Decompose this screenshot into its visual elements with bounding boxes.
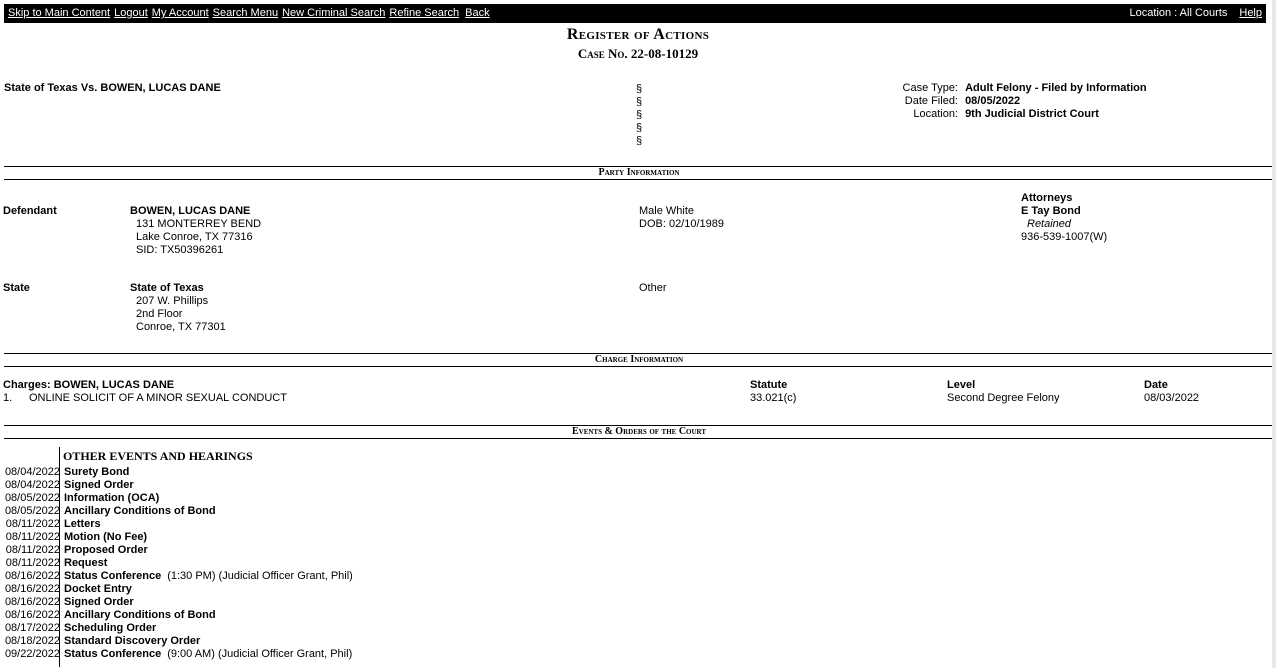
event-row: [3, 570, 353, 583]
event-name[interactable]: Request: [64, 557, 108, 569]
attorney-type: Retained: [1027, 218, 1072, 230]
event-details: (9:00 AM) (Judicial Officer Grant, Phil): [167, 648, 353, 660]
event-date: 08/11/2022: [5, 557, 60, 569]
statute-header: Statute: [750, 379, 788, 391]
attorney-block: [1021, 192, 1107, 244]
attorney-phone: 936-539-1007(W): [1021, 231, 1108, 243]
new-criminal-search-link[interactable]: New Criminal Search: [282, 7, 386, 19]
event-row: [3, 505, 216, 518]
event-row: [3, 557, 107, 570]
section-mark: §: [636, 135, 643, 147]
defendant-sid: SID: TX50396261: [136, 244, 224, 256]
event-name[interactable]: Ancillary Conditions of Bond: [64, 609, 216, 621]
defendant-role: Defendant: [3, 205, 57, 217]
section-mark: §: [636, 83, 643, 95]
event-date: 08/16/2022: [4, 596, 60, 608]
search-menu-link[interactable]: Search Menu: [212, 7, 279, 19]
event-name[interactable]: Information (OCA): [64, 492, 160, 504]
event-date: 08/11/2022: [5, 518, 60, 530]
event-date: 08/04/2022: [4, 466, 60, 478]
location-label: Location:: [913, 108, 958, 120]
state-address-1: 207 W. Phillips: [136, 295, 209, 307]
back-link[interactable]: Back: [465, 7, 490, 19]
page-title: Register of Actions: [566, 26, 710, 43]
event-name[interactable]: Motion (No Fee): [64, 531, 148, 543]
case-style: State of Texas Vs. BOWEN, LUCAS DANE: [4, 82, 221, 94]
level-header: Level: [947, 379, 976, 391]
case-type-value: Adult Felony - Filed by Information: [965, 82, 1147, 94]
charge-description: ONLINE SOLICIT OF A MINOR SEXUAL CONDUCT: [29, 392, 287, 404]
nav-links: [8, 7, 494, 19]
state-name: State of Texas: [130, 282, 204, 294]
top-nav-bar: [4, 4, 1266, 23]
event-date: 09/22/2022: [4, 648, 60, 660]
skip-to-main-link[interactable]: Skip to Main Content: [8, 7, 111, 19]
event-row: [3, 544, 148, 557]
event-row: [3, 479, 134, 492]
location-value: 9th Judicial District Court: [965, 108, 1099, 120]
event-name[interactable]: Surety Bond: [64, 466, 130, 478]
event-name[interactable]: Proposed Order: [64, 544, 148, 556]
event-name[interactable]: Signed Order: [64, 479, 134, 491]
date-header: Date: [1144, 379, 1168, 391]
defendant-demographics: [639, 205, 724, 231]
state-block: [130, 282, 226, 334]
location-label: Location : All Courts: [1129, 7, 1228, 19]
event-row: [3, 583, 132, 596]
refine-search-link[interactable]: Refine Search: [389, 7, 460, 19]
party-information-header: Party Information: [4, 166, 1274, 180]
event-date: 08/05/2022: [4, 505, 60, 517]
event-name[interactable]: Ancillary Conditions of Bond: [64, 505, 216, 517]
charges-header: Charges: BOWEN, LUCAS DANE: [3, 379, 175, 391]
charge-date: 08/03/2022: [1144, 392, 1200, 404]
event-date: 08/11/2022: [5, 531, 60, 543]
help-link[interactable]: Help: [1239, 7, 1262, 19]
defendant-block: [130, 205, 261, 257]
case-details: [838, 82, 1147, 121]
event-name[interactable]: Letters: [64, 518, 101, 530]
state-address-2: 2nd Floor: [136, 308, 183, 320]
event-row: [3, 622, 156, 635]
event-row: [3, 466, 129, 479]
other-events-header: OTHER EVENTS AND HEARINGS: [63, 449, 253, 463]
event-date: 08/04/2022: [4, 479, 60, 491]
logout-link[interactable]: Logout: [114, 7, 148, 19]
event-row: [3, 609, 216, 622]
date-filed-value: 08/05/2022: [965, 95, 1021, 107]
defendant-dob: DOB: 02/10/1989: [639, 218, 725, 230]
event-name[interactable]: Standard Discovery Order: [64, 635, 201, 647]
event-name[interactable]: Scheduling Order: [64, 622, 157, 634]
event-row: [3, 492, 159, 505]
defendant-address-2: Lake Conroe, TX 77316: [136, 231, 253, 243]
state-role: State: [3, 282, 30, 294]
state-other: Other: [639, 282, 667, 294]
event-row: [3, 635, 200, 648]
charge-information-header: Charge Information: [4, 353, 1274, 367]
nav-right: [1130, 7, 1262, 19]
defendant-address-1: 131 MONTERREY BEND: [136, 218, 262, 230]
case-type-label: Case Type:: [902, 82, 958, 94]
attorney-name: E Tay Bond: [1021, 205, 1081, 217]
my-account-link[interactable]: My Account: [151, 7, 209, 19]
charge-number: 1.: [3, 392, 13, 404]
event-name[interactable]: Docket Entry: [64, 583, 132, 595]
charge-statute: 33.021(c): [750, 392, 797, 404]
event-date: 08/17/2022: [4, 622, 60, 634]
event-row: [3, 648, 352, 661]
event-row: [3, 518, 101, 531]
event-row: [3, 531, 147, 544]
event-name[interactable]: Status Conference: [64, 570, 162, 582]
events-orders-header: Events & Orders of the Court: [4, 425, 1274, 439]
event-name[interactable]: Status Conference: [64, 648, 162, 660]
event-date: 08/11/2022: [5, 544, 60, 556]
event-date: 08/16/2022: [4, 570, 60, 582]
event-date: 08/16/2022: [4, 609, 60, 621]
event-details: (1:30 PM) (Judicial Officer Grant, Phil): [167, 570, 353, 582]
defendant-gender-race: Male White: [639, 205, 695, 217]
scrollbar[interactable]: [1272, 0, 1276, 668]
section-marks: [636, 83, 642, 148]
defendant-name: BOWEN, LUCAS DANE: [130, 205, 251, 217]
attorneys-header: Attorneys: [1021, 192, 1073, 204]
case-number: Case No. 22-08-10129: [577, 46, 699, 61]
event-date: 08/16/2022: [4, 583, 60, 595]
section-mark: §: [636, 122, 643, 134]
date-filed-label: Date Filed:: [904, 95, 958, 107]
section-mark: §: [636, 109, 643, 121]
charge-level: Second Degree Felony: [947, 392, 1060, 404]
event-date: 08/18/2022: [4, 635, 60, 647]
section-mark: §: [636, 96, 643, 108]
event-date: 08/05/2022: [4, 492, 60, 504]
state-address-3: Conroe, TX 77301: [136, 321, 226, 333]
event-row: [3, 596, 134, 609]
event-name[interactable]: Signed Order: [64, 596, 134, 608]
